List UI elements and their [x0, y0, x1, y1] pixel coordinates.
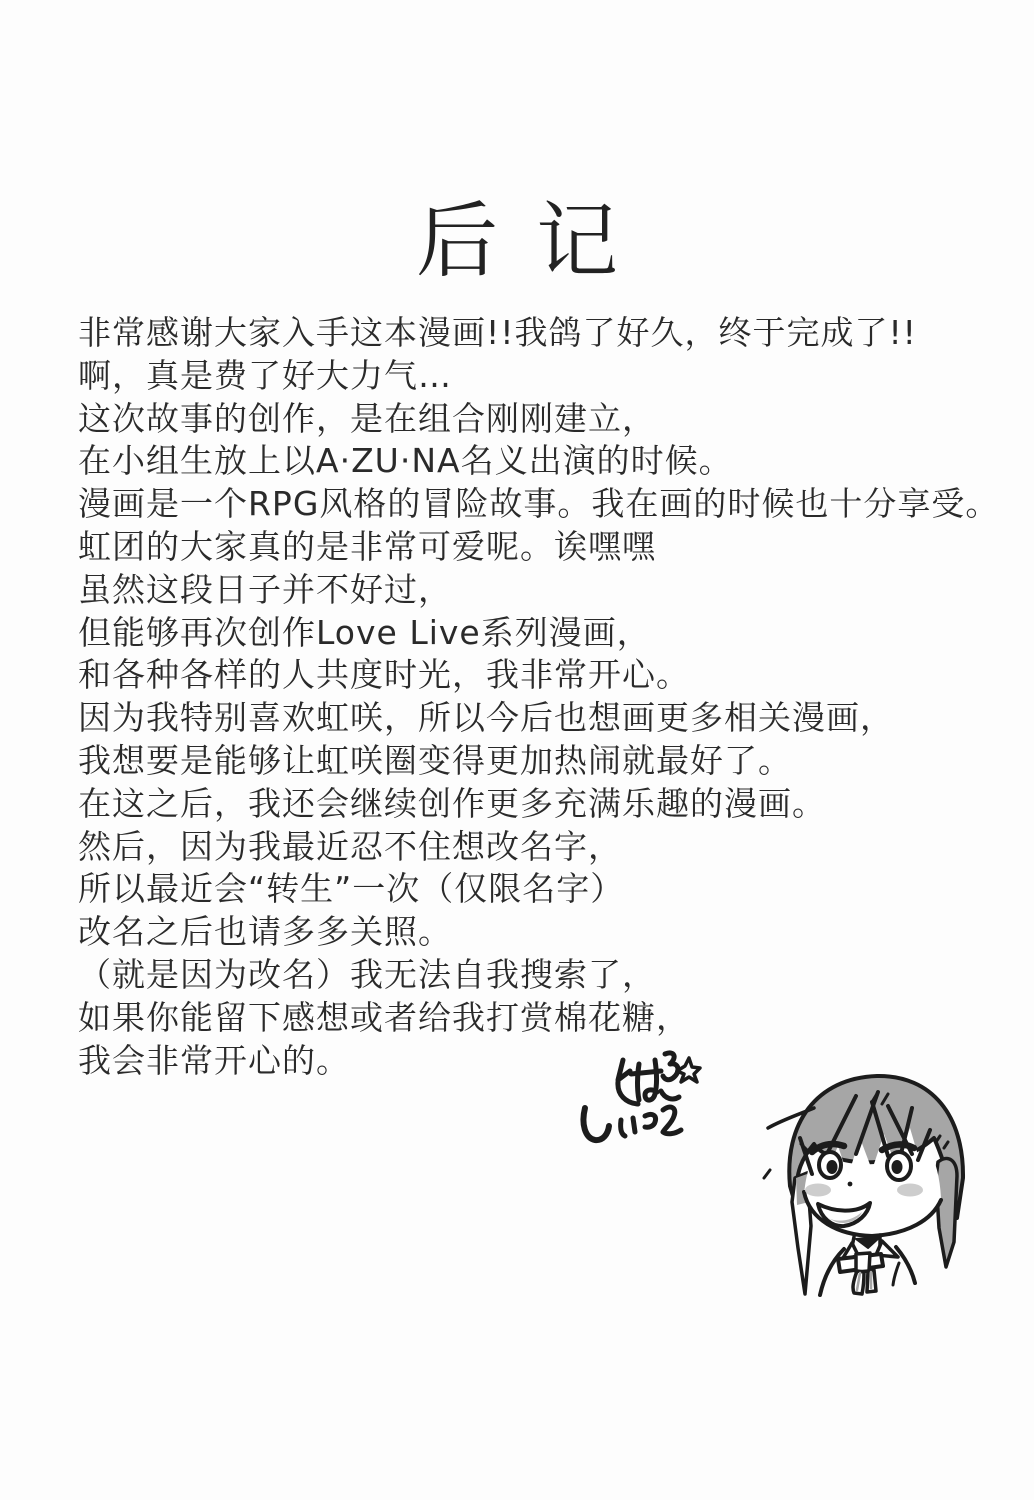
blush-left	[805, 1184, 831, 1197]
page-title: 后记	[415, 194, 656, 289]
arm-line-right	[893, 1263, 899, 1285]
pupil-left	[827, 1160, 838, 1174]
afterword-line: 如果你能留下感想或者给我打赏棉花糖，	[78, 997, 690, 1037]
afterword-line: 但能够再次创作Love Live系列漫画，	[78, 612, 651, 652]
beauty-mark	[848, 1182, 853, 1187]
afterword-line: 所以最近会“转生”一次（仅限名字）	[78, 869, 625, 909]
ribbon-bow	[838, 1253, 883, 1294]
doodle-star	[677, 1058, 700, 1082]
pupil-right	[892, 1160, 903, 1174]
author-signature-doodle	[573, 1046, 711, 1160]
bow-knot	[856, 1253, 870, 1272]
afterword-line: 因为我特别喜欢虹咲，所以今后也想画更多相关漫画，	[78, 698, 894, 738]
doodle-kana	[645, 1114, 656, 1127]
hair-tail-right	[936, 1158, 957, 1267]
doodle-ear-right	[663, 1053, 678, 1080]
blush-right	[897, 1184, 923, 1197]
doodle-ear-left	[618, 1060, 630, 1080]
afterword-line: 改名之后也请多多关照。	[78, 912, 452, 952]
afterword-line: 这次故事的创作，是在组合刚刚建立，	[78, 398, 656, 438]
doodle-kana	[663, 1107, 681, 1134]
afterword-line: 在小组生放上以A·ZU·NA名义出演的时候。	[78, 441, 733, 481]
chibi-girl-sketch	[760, 1066, 996, 1304]
afterword-text	[78, 312, 998, 1082]
doodle-kana	[621, 1120, 625, 1136]
doodle-kana	[583, 1108, 609, 1140]
doodle-stroke	[645, 1060, 657, 1100]
doodle-cheek-left	[618, 1082, 638, 1104]
afterword-line: 虽然这段日子并不好过，	[78, 569, 452, 609]
afterword-line: 漫画是一个RPG风格的冒险故事。我在画的时候也十分享受。	[78, 484, 1000, 524]
doodle-kana	[633, 1118, 635, 1132]
afterword-line: 啊，真是费了好大力气…	[78, 355, 452, 395]
afterword-line: （就是因为改名）我无法自我搜索了，	[78, 954, 656, 994]
afterword-line: 然后，因为我最近忍不住想改名字，	[78, 826, 622, 866]
doodle-stroke	[638, 1064, 640, 1100]
afterword-line: 在这之后，我还会继续创作更多充满乐趣的漫画。	[78, 783, 826, 823]
afterword-line: 虹团的大家真的是非常可爱呢。诶嘿嘿	[78, 526, 656, 566]
afterword-line: 我想要是能够让虹咲圈变得更加热闹就最好了。	[78, 740, 792, 780]
doodle-cheek-right	[661, 1091, 679, 1099]
afterword-line: 和各种各样的人共度时光，我非常开心。	[78, 655, 690, 695]
neck-shadow	[856, 1237, 880, 1248]
afterword-line: 非常感谢大家入手这本漫画!!我鸽了好久，终于完成了!!	[78, 313, 917, 352]
afterword-line: 我会非常开心的。	[78, 1040, 350, 1080]
